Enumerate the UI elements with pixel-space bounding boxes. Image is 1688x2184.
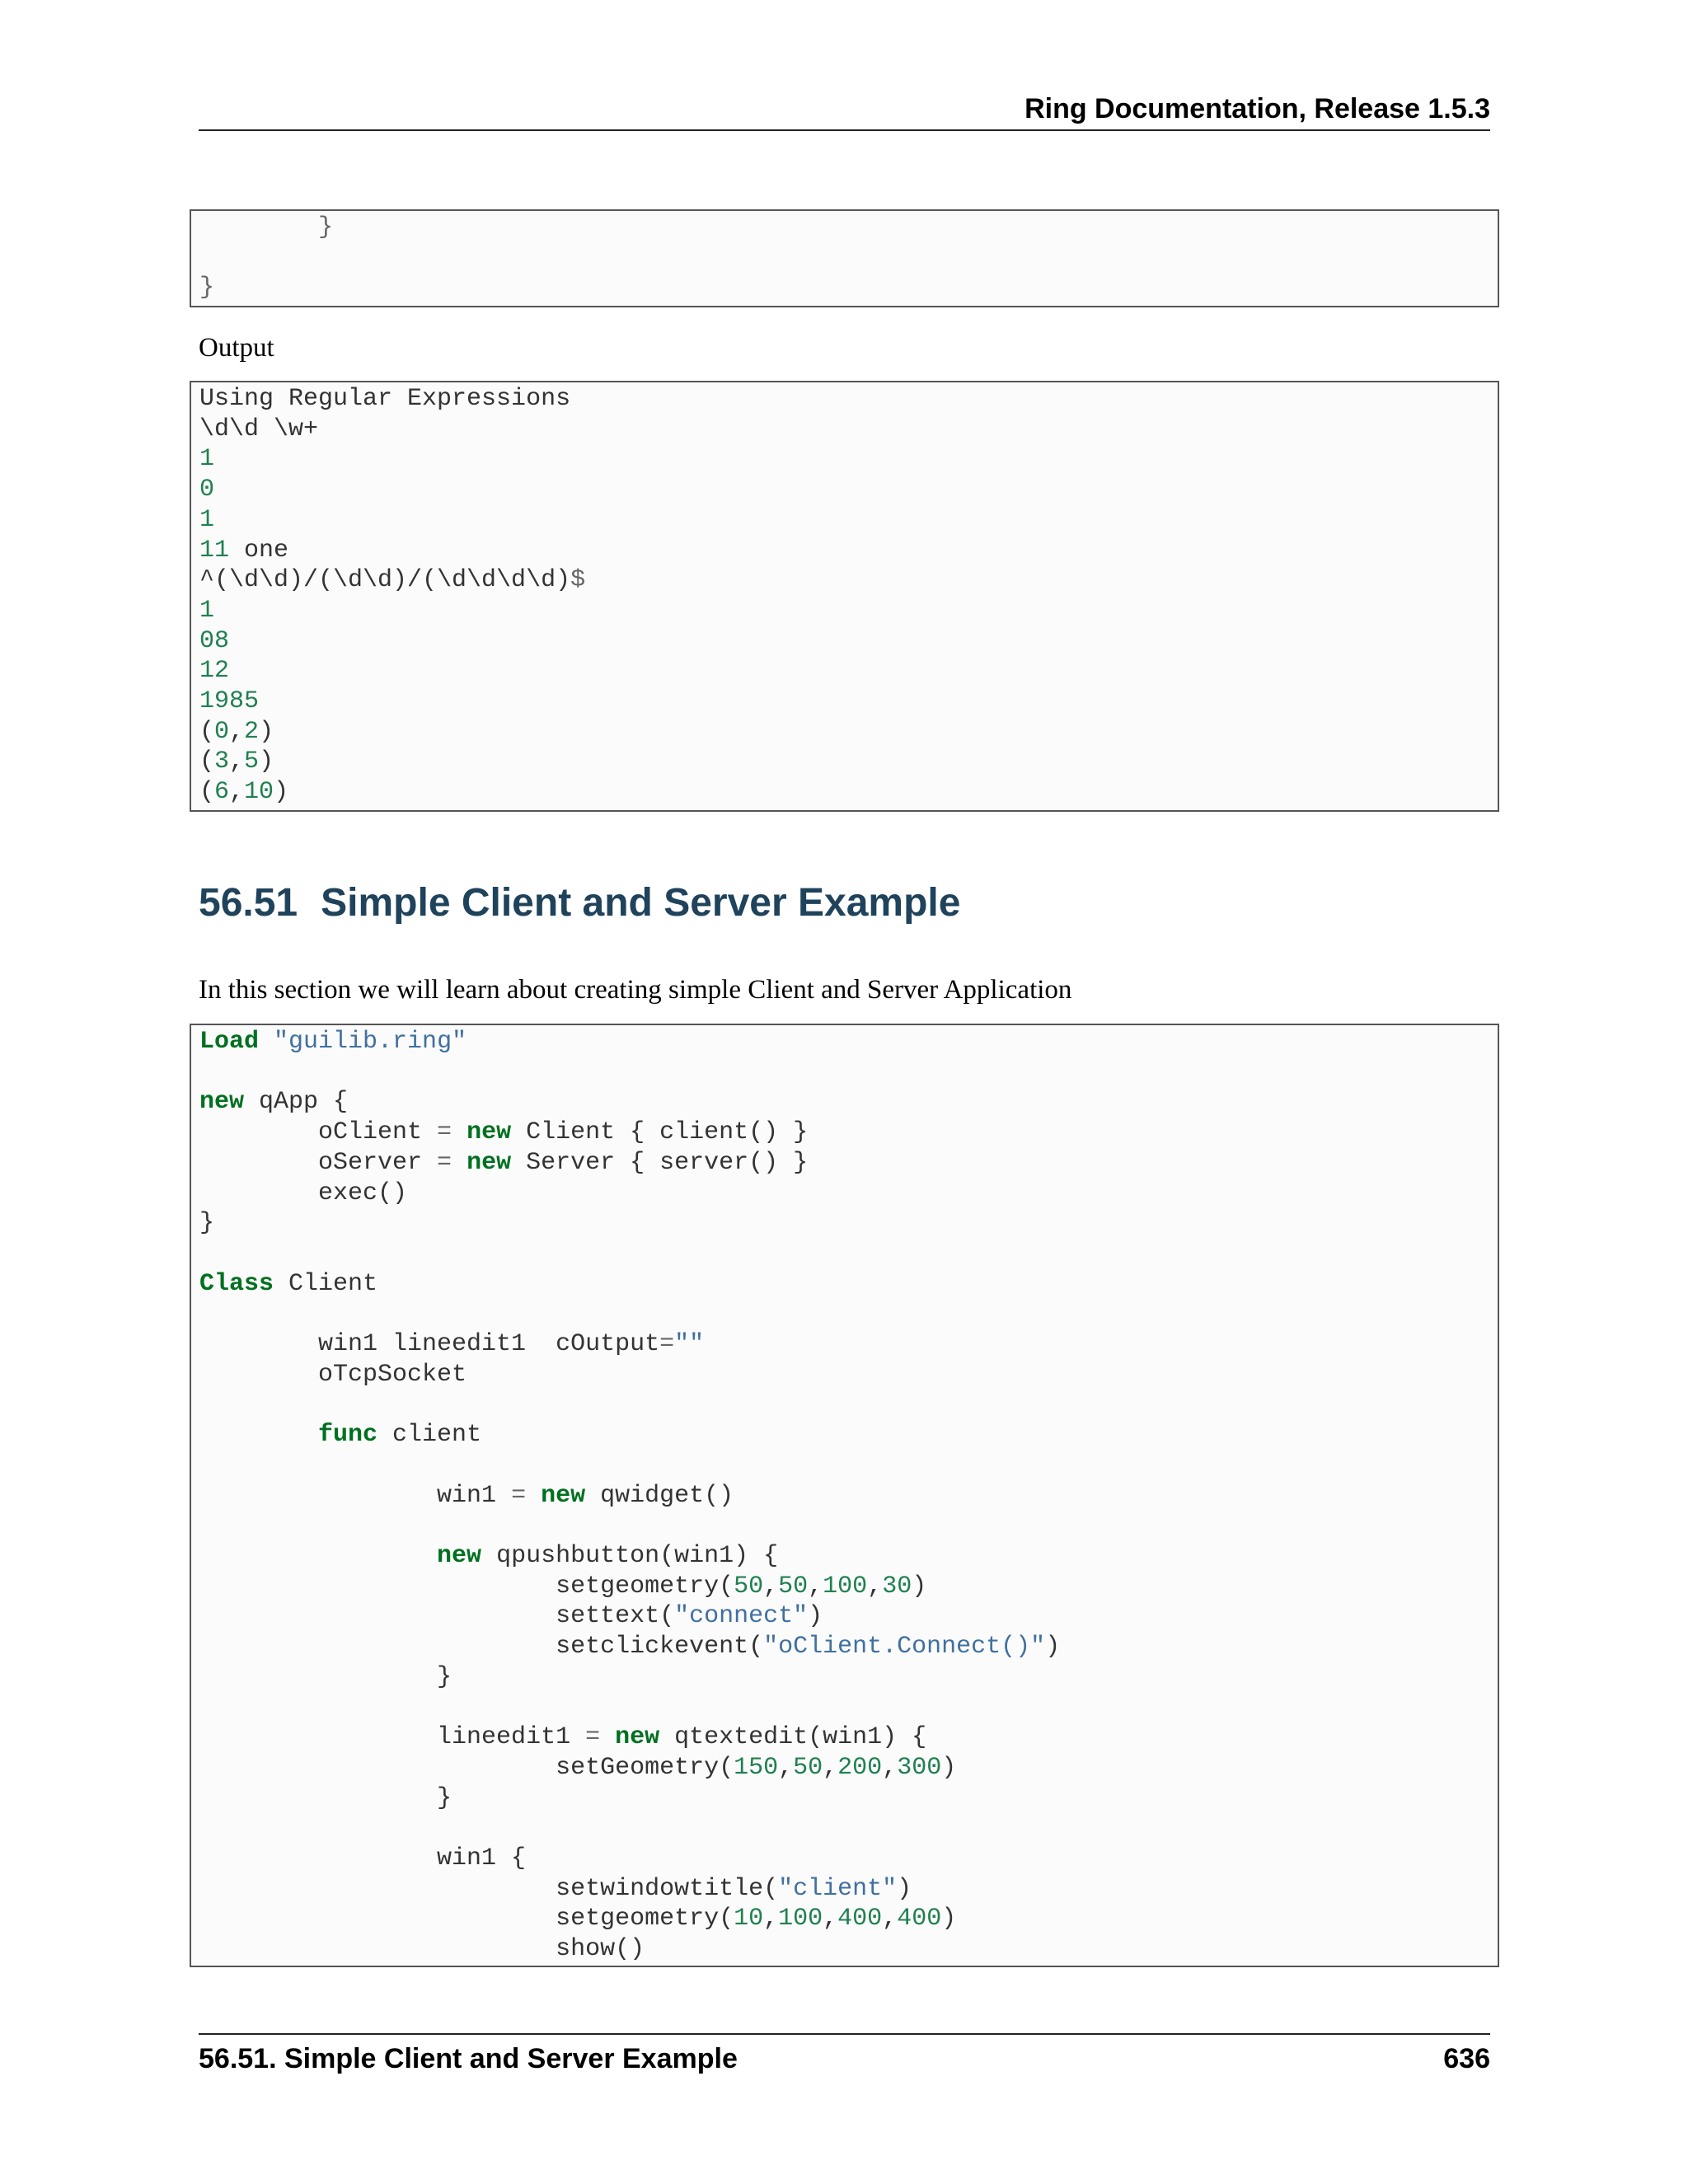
code-token: new xyxy=(615,1723,660,1752)
code-token: new xyxy=(199,1088,245,1117)
code-token: 30 xyxy=(882,1572,912,1601)
code-token xyxy=(452,1149,467,1177)
code-token: 1985 xyxy=(199,687,260,716)
footer-rule xyxy=(199,2033,1490,2035)
code-token: new xyxy=(437,1541,482,1570)
code-token: 200 xyxy=(837,1753,883,1782)
section-intro: In this section we will learn about creating simple Client and Server Application xyxy=(199,975,1072,1005)
code-token: ( xyxy=(199,748,215,776)
code-line xyxy=(199,476,214,504)
code-token: "connect" xyxy=(674,1602,809,1631)
code-token: 10 xyxy=(734,1905,764,1933)
code-line xyxy=(199,1482,734,1510)
code-line xyxy=(199,1935,645,1963)
code-token: $ xyxy=(570,566,586,595)
code-token: , xyxy=(763,1905,779,1933)
code-token: 0 xyxy=(214,717,230,746)
code-line xyxy=(199,1361,467,1389)
code-token: 5 xyxy=(244,748,260,776)
code-token: } xyxy=(199,1662,452,1691)
code-token: qpushbutton(win1) { xyxy=(481,1541,779,1570)
code-token: 100 xyxy=(778,1905,823,1933)
code-line xyxy=(199,1875,912,1903)
code-token: , xyxy=(882,1905,898,1933)
code-token: 50 xyxy=(778,1572,809,1601)
code-line xyxy=(199,748,274,776)
code-line xyxy=(199,627,229,655)
code-token: new xyxy=(541,1481,586,1510)
code-line xyxy=(199,445,214,473)
code-line xyxy=(199,566,585,594)
code-line xyxy=(199,1784,452,1812)
code-line xyxy=(199,415,318,443)
code-line xyxy=(199,597,214,625)
code-listing xyxy=(191,211,1498,303)
code-token: ) xyxy=(808,1602,823,1631)
code-token: \d\d \w+ xyxy=(199,415,319,443)
code-token: func xyxy=(318,1421,378,1450)
code-token xyxy=(526,1482,541,1510)
code-token: , xyxy=(823,1753,838,1782)
code-token: one xyxy=(229,536,289,565)
code-token: "oClient.Connect()" xyxy=(763,1633,1046,1661)
code-token: ^(\d\d)/(\d\d)/(\d\d\d\d) xyxy=(199,566,571,595)
code-token: Client { client() } xyxy=(511,1118,809,1147)
code-token: ) xyxy=(897,1874,912,1903)
code-token: 11 xyxy=(199,536,230,565)
output-block xyxy=(190,381,1499,812)
code-token: new xyxy=(467,1118,512,1147)
code-token: Using Regular Expressions xyxy=(199,385,571,413)
code-token: settext( xyxy=(199,1602,675,1631)
code-line xyxy=(199,657,229,685)
code-token: oClient xyxy=(199,1118,438,1147)
code-token: 2 xyxy=(244,717,260,746)
code-line xyxy=(199,506,214,534)
code-token: ) xyxy=(941,1753,957,1782)
running-header: Ring Documentation, Release 1.5.3 xyxy=(1025,93,1490,124)
code-line xyxy=(199,213,333,241)
code-token: 6 xyxy=(214,778,230,807)
code-token: , xyxy=(823,1905,838,1933)
code-token: 1 xyxy=(199,445,215,474)
code-token: = xyxy=(437,1118,452,1147)
code-line xyxy=(199,687,259,715)
code-line xyxy=(199,1633,1060,1661)
code-token: 150 xyxy=(734,1753,779,1782)
code-token: , xyxy=(882,1753,898,1782)
code-token: qApp { xyxy=(244,1088,349,1117)
code-token xyxy=(259,1028,274,1056)
code-line xyxy=(199,1723,926,1751)
code-token: 50 xyxy=(734,1572,764,1601)
code-line xyxy=(199,537,288,565)
code-token: Class xyxy=(199,1269,274,1298)
code-token: oServer xyxy=(199,1148,438,1177)
output-label: Output xyxy=(199,333,274,363)
code-listing xyxy=(191,1025,1498,1965)
code-token: qtextedit(win1) { xyxy=(659,1723,927,1752)
code-line xyxy=(199,1270,377,1298)
code-token: , xyxy=(229,778,245,807)
code-line xyxy=(199,1754,956,1782)
section-title: Simple Client and Server Example xyxy=(321,881,961,925)
code-line xyxy=(199,1602,823,1630)
code-token: = xyxy=(437,1148,452,1177)
code-token: } xyxy=(199,1209,215,1238)
code-token: client xyxy=(377,1421,482,1450)
code-line xyxy=(199,1663,452,1691)
code-line xyxy=(199,1088,348,1116)
code-token: win1 xyxy=(199,1481,512,1510)
output-listing xyxy=(191,382,1498,808)
code-token xyxy=(199,1421,318,1449)
code-token: lineedit1 xyxy=(199,1723,586,1752)
code-line xyxy=(199,1572,926,1601)
code-token: qwidget() xyxy=(585,1481,734,1510)
code-token: oTcpSocket xyxy=(199,1360,467,1389)
code-token: 12 xyxy=(199,657,230,686)
section-number: 56.51 xyxy=(199,881,298,925)
code-token: , xyxy=(867,1572,883,1601)
page-number: 636 xyxy=(1443,2043,1490,2074)
code-token: ) xyxy=(912,1572,927,1601)
code-line xyxy=(199,1905,956,1933)
code-token: ) xyxy=(259,748,274,776)
code-line xyxy=(199,1421,481,1449)
code-token: 10 xyxy=(244,778,274,807)
code-token: setGeometry( xyxy=(199,1753,734,1782)
code-line xyxy=(199,1209,214,1237)
code-token: new xyxy=(467,1148,512,1177)
code-token: win1 lineedit1 cOutput xyxy=(199,1330,660,1359)
code-token: 08 xyxy=(199,626,230,655)
code-line xyxy=(199,1118,808,1146)
code-token: setwindowtitle( xyxy=(199,1874,779,1903)
code-token: "client" xyxy=(778,1874,898,1903)
section-heading xyxy=(199,879,960,928)
code-token: Load xyxy=(199,1028,260,1056)
code-line xyxy=(199,385,570,413)
code-line xyxy=(199,718,274,746)
code-token: } xyxy=(199,213,334,241)
code-line xyxy=(199,1330,704,1358)
code-token: = xyxy=(659,1330,675,1359)
code-token: setclickevent( xyxy=(199,1633,764,1661)
code-token: 400 xyxy=(897,1905,942,1933)
code-token: 0 xyxy=(199,476,215,504)
code-token: ) xyxy=(1045,1633,1061,1661)
code-token xyxy=(600,1723,615,1751)
code-line xyxy=(199,1028,467,1056)
code-token: ) xyxy=(941,1905,957,1933)
code-token: win1 { xyxy=(199,1844,527,1872)
code-token: "" xyxy=(674,1330,705,1359)
code-token: "guilib.ring" xyxy=(274,1028,467,1056)
code-token: } xyxy=(199,1783,452,1812)
code-token: Server { server() } xyxy=(511,1148,809,1177)
running-footer xyxy=(199,2042,1490,2075)
code-token: , xyxy=(229,717,245,746)
code-token: = xyxy=(585,1723,601,1752)
code-block-client-server xyxy=(190,1024,1499,1967)
code-token xyxy=(199,1542,437,1570)
code-line xyxy=(199,1844,526,1872)
code-token: ) xyxy=(274,778,289,807)
code-token: ) xyxy=(259,717,274,746)
header-rule xyxy=(199,129,1490,131)
code-token: 1 xyxy=(199,505,215,534)
code-token: , xyxy=(808,1572,823,1601)
footer-section-title: 56.51. Simple Client and Server Example xyxy=(199,2043,738,2074)
code-token: , xyxy=(778,1753,794,1782)
code-line xyxy=(199,1149,808,1177)
code-token: , xyxy=(229,748,245,776)
code-token: show() xyxy=(199,1935,645,1964)
code-token: Client xyxy=(274,1269,378,1298)
code-token: , xyxy=(763,1572,779,1601)
code-token: 50 xyxy=(793,1753,823,1782)
code-token: 400 xyxy=(837,1905,883,1933)
code-token: 100 xyxy=(823,1572,868,1601)
code-token: exec() xyxy=(199,1179,408,1207)
code-block-continued xyxy=(190,209,1499,307)
code-token: setgeometry( xyxy=(199,1905,734,1933)
code-line xyxy=(199,1542,778,1570)
code-token: = xyxy=(511,1481,527,1510)
code-line xyxy=(199,274,214,302)
code-token: 300 xyxy=(897,1753,942,1782)
code-token: setgeometry( xyxy=(199,1572,734,1601)
code-token: 3 xyxy=(214,748,230,776)
code-line xyxy=(199,1179,407,1207)
code-token xyxy=(452,1118,467,1146)
code-token: 1 xyxy=(199,596,215,625)
code-token: ( xyxy=(199,717,215,746)
code-line xyxy=(199,778,288,806)
code-token: } xyxy=(199,274,215,302)
code-token: ( xyxy=(199,778,215,807)
